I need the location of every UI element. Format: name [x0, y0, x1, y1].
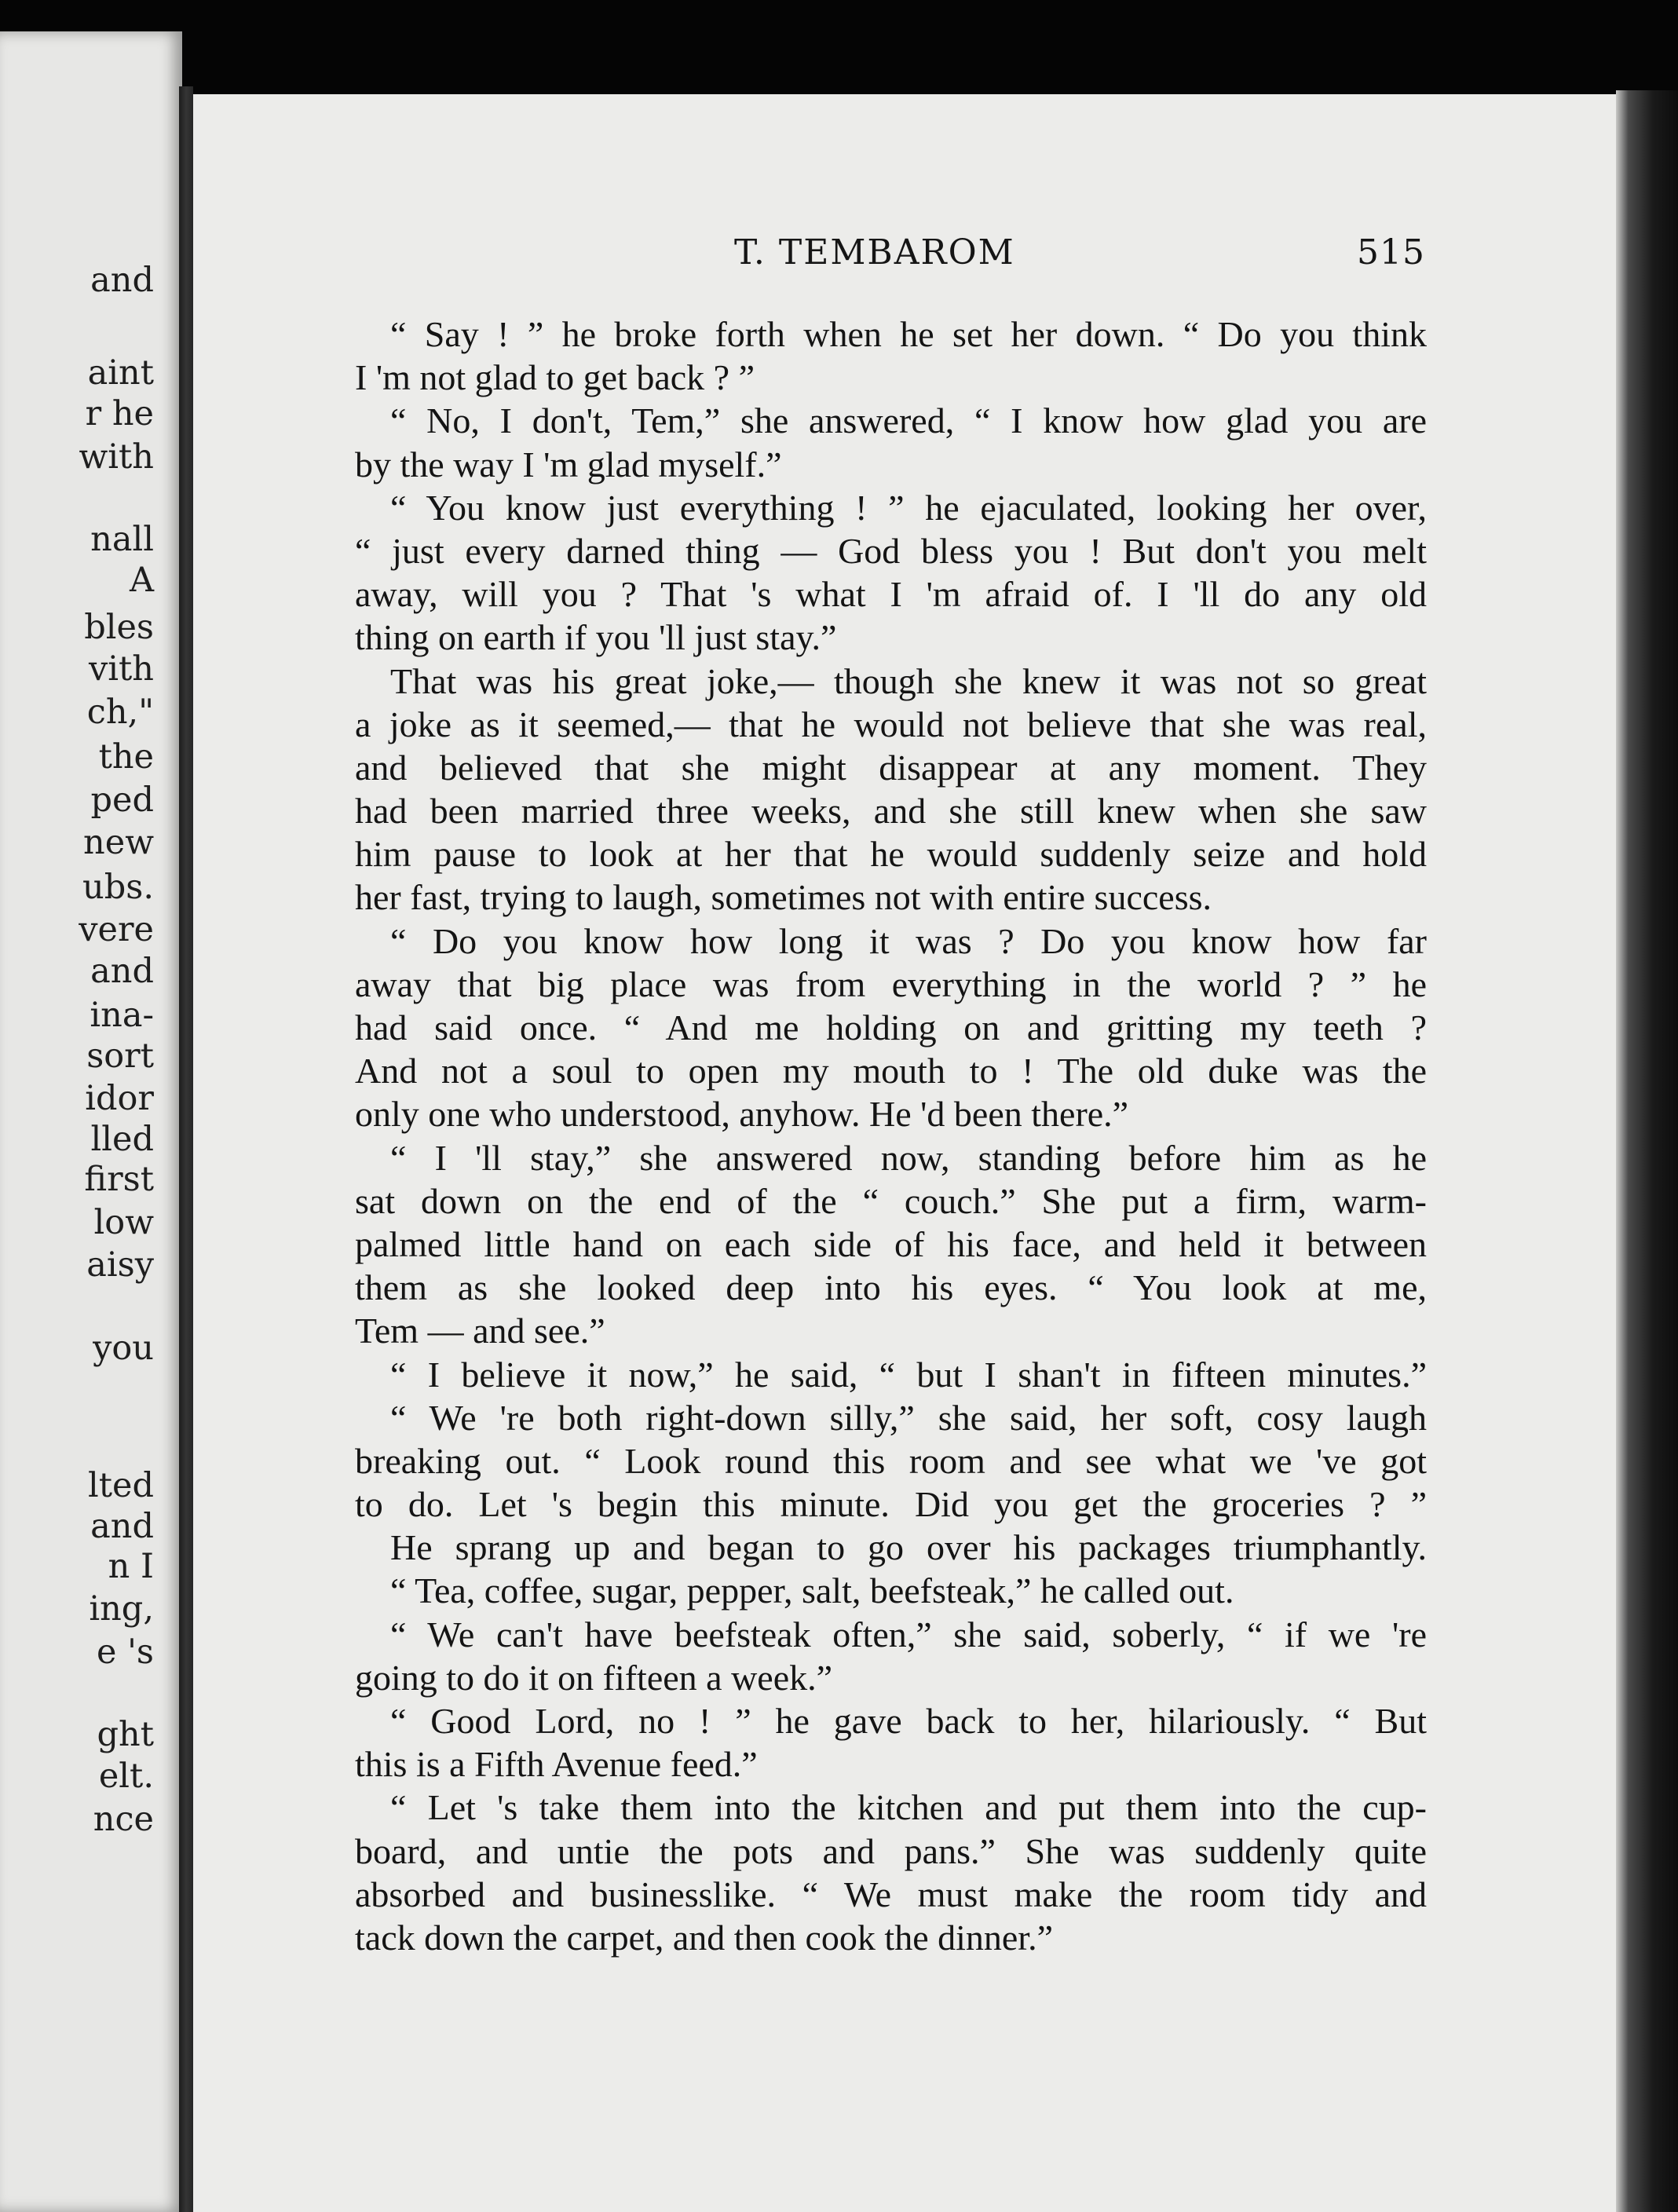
text-line: Tem — and see.”	[355, 1311, 605, 1351]
facing-page-line	[90, 952, 154, 991]
text-line: “ Let 's take them into the kitchen and put them into the cup-	[390, 1787, 1427, 1828]
facing-page-line	[79, 437, 154, 477]
facing-page-line	[97, 1632, 154, 1672]
facing-page-fragment: ina-	[90, 996, 154, 1035]
facing-page-line	[87, 693, 154, 732]
facing-page-fragment: idor	[85, 1079, 154, 1118]
facing-page-line	[93, 1800, 154, 1839]
text-line: “ just every darned thing — God bless you ! But don't you melt	[355, 530, 1427, 571]
facing-page-line	[90, 1507, 154, 1546]
text-line: “ Tea, coffee, sugar, pepper, salt, beefsteak,” he called out.	[390, 1570, 1234, 1611]
text-line: away, will you ? That 's what I 'm afraid of. I 'll do any old	[355, 574, 1427, 615]
facing-page-line	[97, 1715, 155, 1754]
page-edge-shadow	[1616, 90, 1678, 2212]
facing-page-line	[99, 737, 154, 777]
facing-page-fragment: r he	[85, 394, 154, 433]
facing-page-line	[91, 1120, 154, 1159]
text-line: them as she looked deep into his eyes. “ You look at me,	[355, 1267, 1427, 1308]
facing-page-line	[86, 1245, 154, 1285]
facing-page-line	[82, 868, 154, 907]
text-line: only one who understood, anyhow. He 'd been there.”	[355, 1094, 1129, 1135]
facing-page-fragment: nce	[93, 1800, 154, 1839]
text-line: He sprang up and began to go over his packages triumphantly.	[390, 1527, 1427, 1568]
facing-page-fragment: and	[90, 261, 154, 300]
facing-page-fragment: A	[129, 561, 154, 600]
text-line: “ We can't have beefsteak often,” she said, soberly, “ if we 're	[390, 1614, 1427, 1654]
text-line: board, and untie the pots and pans.” She was suddenly quite	[355, 1830, 1427, 1871]
text-line: going to do it on fifteen a week.”	[355, 1657, 833, 1698]
facing-page-fragment: the	[98, 737, 154, 777]
text-line: “ I 'll stay,” she answered now, standing before him as he	[390, 1137, 1427, 1178]
text-line: away that big place was from everything in the world ? ” he	[355, 963, 1427, 1004]
text-line: palmed little hand on each side of his face, and held it between	[355, 1223, 1427, 1264]
facing-page-fragment: new	[83, 823, 154, 862]
facing-page-line	[90, 996, 154, 1035]
facing-page-fragment: ch,"	[86, 693, 154, 732]
text-line: her fast, trying to laugh, sometimes not with entire success.	[355, 877, 1212, 918]
facing-page-fragment: ubs.	[82, 868, 154, 907]
facing-page-fragment: elt.	[98, 1757, 154, 1796]
facing-page-line	[99, 1757, 154, 1796]
text-line: a joke as it seemed,— that he would not believe that she was real,	[355, 704, 1427, 744]
text-line: sat down on the end of the “ couch.” She put a firm, warm-	[355, 1180, 1427, 1221]
facing-page-fragment: e 's	[96, 1632, 154, 1672]
facing-page-line	[94, 1203, 154, 1242]
text-line: “ No, I don't, Tem,” she answered, “ I know how glad you are	[390, 400, 1427, 441]
facing-page-line	[93, 1329, 154, 1368]
running-head	[734, 232, 1425, 272]
facing-page-line	[85, 1079, 154, 1118]
facing-page-fragment: and	[90, 1507, 154, 1546]
text-line: “ I believe it now,” he said, “ but I shan't in fifteen minutes.”	[390, 1354, 1427, 1395]
text-line: “ Good Lord, no ! ” he gave back to her, hilariously. “ But	[390, 1701, 1427, 1741]
facing-page-fragment: nall	[90, 520, 154, 559]
text-line: had been married three weeks, and she still knew when she saw	[355, 791, 1427, 832]
book-title: T. TEMBAROM	[734, 232, 1015, 272]
facing-page-fragment: with	[79, 437, 154, 477]
text-line: this is a Fifth Avenue feed.”	[355, 1744, 758, 1785]
body-text	[355, 313, 1427, 1959]
facing-page-fragment: aint	[87, 353, 154, 393]
facing-page-line	[90, 261, 154, 300]
facing-page-fragment: aisy	[86, 1245, 154, 1285]
text-line: “ Do you know how long it was ? Do you know how far	[390, 920, 1427, 961]
page-number: 515	[1357, 232, 1425, 272]
facing-page-fragment: low	[93, 1203, 154, 1242]
text-line: “ Say ! ” he broke forth when he set her down. “ Do you think	[390, 314, 1427, 354]
facing-page-line	[86, 394, 154, 433]
text-line: him pause to look at her that he would suddenly seize and hold	[355, 834, 1427, 875]
facing-page-line	[84, 1160, 154, 1199]
facing-page-line	[88, 1466, 154, 1505]
facing-page-fragment: n I	[108, 1547, 154, 1586]
facing-page-line	[89, 1589, 154, 1629]
text-line: I 'm not glad to get back ? ”	[355, 357, 755, 398]
facing-page-line	[86, 1037, 154, 1076]
facing-page-fragment: vere	[79, 910, 154, 949]
facing-page-fragment: ing,	[89, 1589, 154, 1629]
facing-page-fragment: first	[84, 1160, 154, 1199]
text-line: tack down the carpet, and then cook the dinner.”	[355, 1917, 1054, 1958]
facing-page-fragment: ght	[97, 1715, 154, 1754]
text-line: breaking out. “ Look round this room and see what we 've got	[355, 1440, 1427, 1481]
facing-page-line	[84, 608, 154, 647]
text-line: “ We 're both right-down silly,” she said, her soft, cosy laugh	[390, 1397, 1427, 1438]
text-line: And not a soul to open my mouth to ! The old duke was the	[355, 1051, 1427, 1091]
text-line: and believed that she might disappear at any moment. They	[355, 747, 1427, 788]
text-line: by the way I 'm glad myself.”	[355, 444, 782, 484]
facing-page-line	[108, 1547, 154, 1586]
facing-page-fragment: vith	[88, 649, 154, 689]
scan-top-shadow	[0, 0, 1678, 94]
facing-page-left	[0, 31, 182, 2212]
facing-page-fragment: bles	[84, 608, 154, 647]
text-line: That was his great joke,— though she knew it was not so great	[390, 660, 1427, 701]
facing-page-line	[83, 823, 154, 862]
facing-page-fragment: lled	[90, 1120, 154, 1159]
text-line: had said once. “ And me holding on and gritting my teeth ?	[355, 1007, 1427, 1048]
facing-page-fragment: sort	[86, 1037, 154, 1076]
text-line: to do. Let 's begin this minute. Did you get the groceries ? ”	[355, 1484, 1427, 1525]
facing-page-line	[88, 353, 154, 393]
facing-page-line	[79, 910, 154, 949]
text-line: absorbed and businesslike. “ We must make the room tidy and	[355, 1874, 1427, 1914]
facing-page-fragment: you	[93, 1329, 154, 1368]
text-line: thing on earth if you 'll just stay.”	[355, 617, 837, 658]
facing-page-line	[91, 781, 155, 820]
facing-page-line	[89, 649, 154, 689]
facing-page-fragment: lted	[87, 1466, 154, 1505]
facing-page-fragment: and	[90, 952, 154, 991]
facing-page-line	[90, 520, 154, 559]
facing-page-line	[130, 561, 154, 600]
facing-page-fragment: ped	[90, 781, 154, 820]
text-line: “ You know just everything ! ” he ejaculated, looking her over,	[390, 487, 1427, 528]
book-gutter	[179, 86, 193, 2212]
